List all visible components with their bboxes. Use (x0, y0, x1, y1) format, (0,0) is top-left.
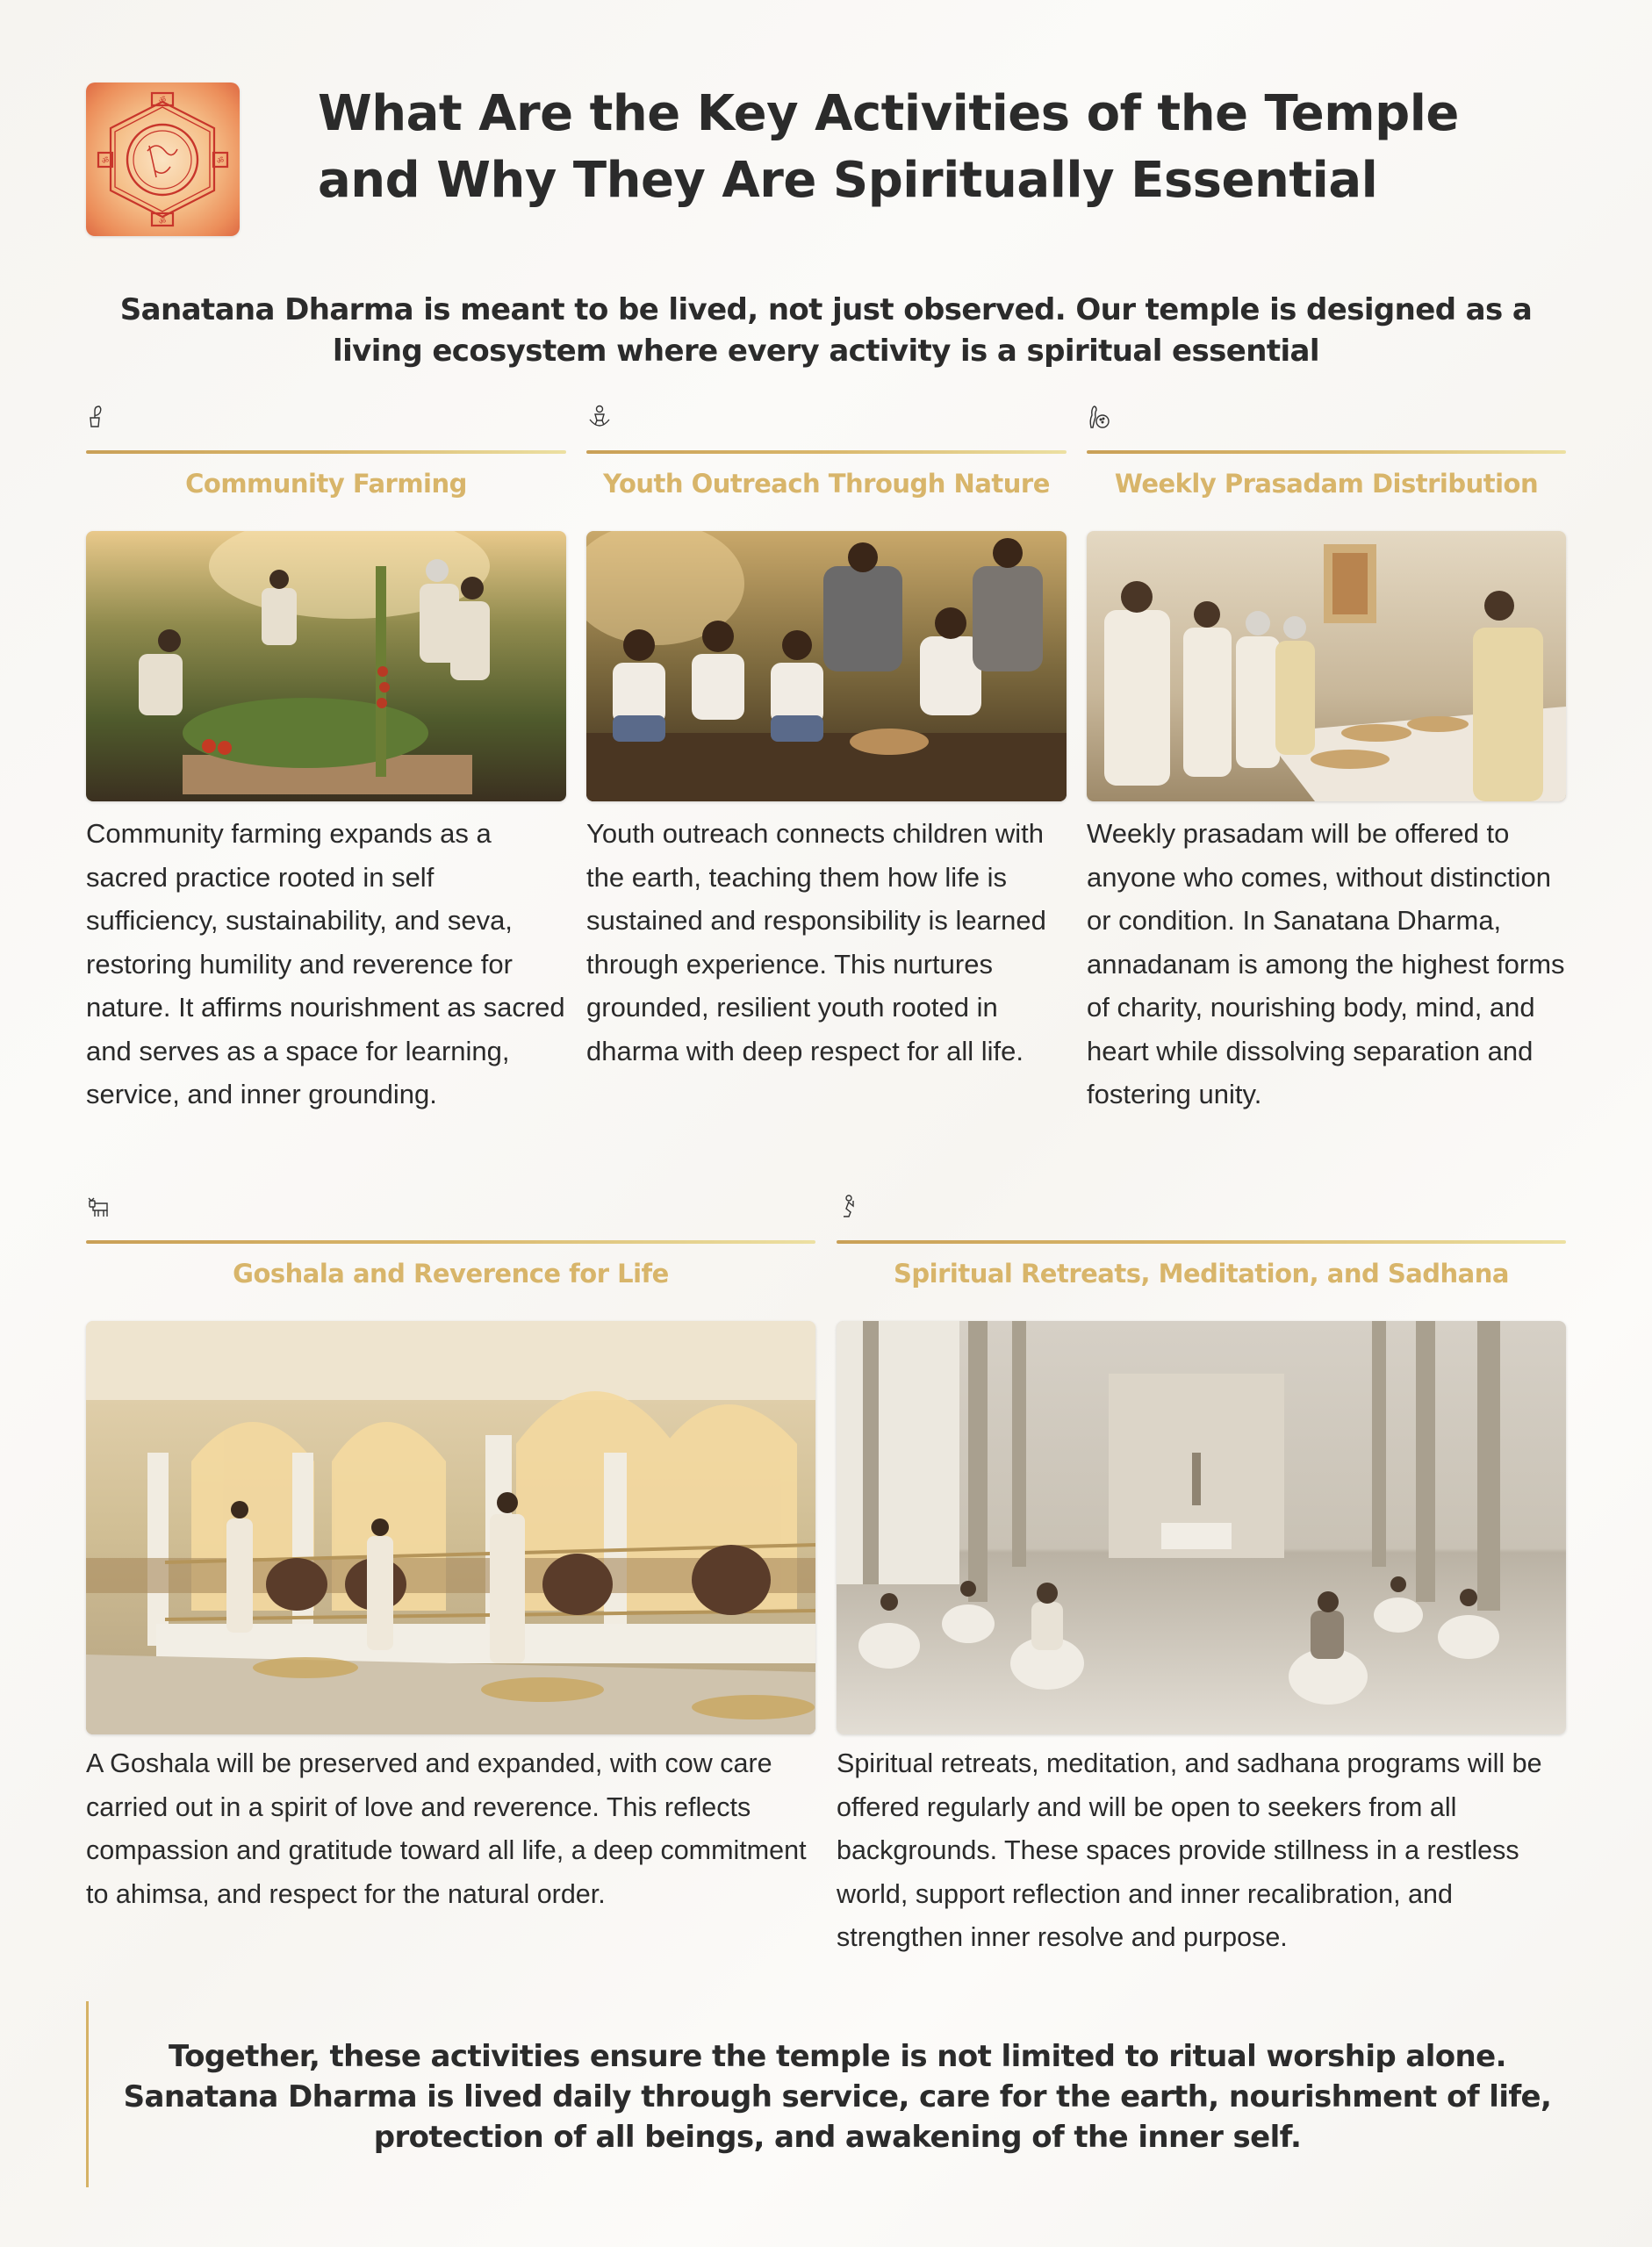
activity-title: Goshala and Reverence for Life (233, 1259, 669, 1289)
activity-description: Spiritual retreats, meditation, and sadhana programs will be offered regularly and will be open to seekers from all backgrounds. These spaces provide stillness in a restless world, support reflection and inner recalibration, and strengthen inner resolve and purpose. (837, 1748, 1542, 1952)
plant-pot-icon (86, 404, 112, 430)
svg-text:ॐ: ॐ (101, 157, 110, 166)
activity-description: Youth outreach connects children with the earth, teaching them how life is sustained and responsibility is learned through experience. This nurtures grounded, resilient youth rooted in dharma with deep respect for all life. (586, 818, 1046, 1066)
temple-emblem-icon (86, 83, 240, 236)
goshala-photo (86, 1321, 815, 1734)
prasadam-photo (1087, 531, 1566, 801)
section-divider (837, 1240, 1566, 1244)
activity-description: A Goshala will be preserved and expanded, with cow care carried out in a spirit of love and reverence. This reflects compassion and gratitude toward all life, a deep commitment to ahimsa, and respect for the natural order. (86, 1748, 807, 1909)
youth-outreach-photo (586, 531, 1067, 801)
conclusion-quote (86, 2001, 1569, 2187)
section-divider (586, 450, 1067, 454)
activity-title: Weekly Prasadam Distribution (1114, 469, 1539, 499)
activity-description: Weekly prasadam will be offered to anyone who comes, without distinction or condition. In Sanatana Dharma, annadanam is among the highest forms of charity, nourishing body, mind, and heart while dissolving separation and fostering unity. (1087, 818, 1565, 1109)
section-divider (86, 1240, 815, 1244)
kneeling-prayer-icon (837, 1194, 863, 1220)
cow-icon (86, 1194, 112, 1220)
activity-title: Youth Outreach Through Nature (603, 469, 1050, 499)
retreats-photo (837, 1321, 1566, 1734)
section-divider (86, 450, 566, 454)
page-title: What Are the Key Activities of the Temple and Why They Are Spiritually Essential (318, 85, 1459, 209)
svg-text:ॐ: ॐ (216, 157, 225, 166)
temple-logo (86, 83, 240, 236)
intro-text: Sanatana Dharma is meant to be lived, not just observed. Our temple is designed as a living ecosystem where every activity is a spiritual essential (119, 292, 1533, 369)
community-farming-photo (86, 531, 566, 801)
activity-title: Spiritual Retreats, Meditation, and Sadhana (894, 1259, 1509, 1289)
section-divider (1087, 450, 1566, 454)
activity-title: Community Farming (185, 469, 467, 499)
activity-description: Community farming expands as a sacred practice rooted in self sufficiency, sustainability, and seva, restoring humility and reverence for nature. It affirms nourishment as sacred and serves as a space for learning, service, and inner grounding. (86, 818, 565, 1109)
bowling-icon (1087, 404, 1113, 430)
conclusion-text: Together, these activities ensure the temple is not limited to ritual worship alone. Sanatana Dharma is lived daily through service, care for the earth, nourishment of life, protection of all beings, and awakening of the inner self. (123, 2039, 1552, 2155)
child-playing-icon (586, 404, 613, 430)
svg-text:ॐ: ॐ (158, 97, 167, 105)
svg-text:ॐ: ॐ (158, 218, 167, 226)
